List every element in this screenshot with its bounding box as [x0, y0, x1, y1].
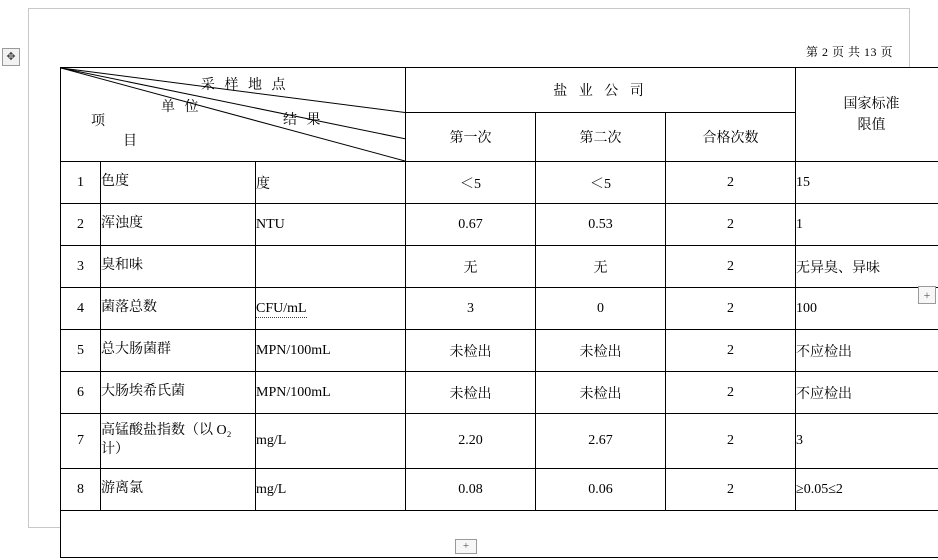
- table-row: [61, 414, 938, 469]
- table-move-handle[interactable]: ✥: [2, 48, 20, 66]
- row-pass-count: 2: [666, 372, 796, 414]
- row-standard: 15: [796, 162, 938, 204]
- table-row: [61, 162, 938, 204]
- row-unit-text: CFU/mL: [256, 300, 307, 316]
- row-pass-count: 2: [666, 246, 796, 288]
- row-run2: 未检出: [536, 372, 666, 414]
- row-standard: 无异臭、异味: [796, 246, 938, 288]
- row-unit: mg/L: [256, 414, 406, 469]
- add-page-button[interactable]: +: [455, 539, 477, 554]
- header-national-standard-line1: 国家标准: [843, 96, 900, 112]
- row-pass-count: 2: [666, 330, 796, 372]
- row-run1: 0.08: [406, 469, 536, 511]
- table-row: [61, 330, 938, 372]
- header-run2-label: 第二次: [536, 113, 666, 162]
- row-run2: 0.53: [536, 204, 666, 246]
- row-no: 2: [61, 204, 101, 246]
- table-row-empty: [61, 511, 938, 558]
- row-item: 色度: [101, 162, 256, 204]
- row-no: 3: [61, 246, 101, 288]
- row-pass-count: 2: [666, 469, 796, 511]
- row-run2: 无: [536, 246, 666, 288]
- row-standard: 100: [796, 288, 938, 330]
- row-item: 总大肠菌群: [101, 330, 256, 372]
- table-row: [61, 288, 938, 330]
- row-no: 4: [61, 288, 101, 330]
- row-run1: 2.20: [406, 414, 536, 469]
- row-standard: 不应检出: [796, 372, 938, 414]
- row-run1: 未检出: [406, 330, 536, 372]
- row-unit: 度: [256, 162, 406, 204]
- row-unit: NTU: [256, 204, 406, 246]
- row-run1: 未检出: [406, 372, 536, 414]
- table-row: [61, 246, 938, 288]
- row-no: 1: [61, 162, 101, 204]
- row-standard: 不应检出: [796, 330, 938, 372]
- row-run2: 2.67: [536, 414, 666, 469]
- row-run1: 3: [406, 288, 536, 330]
- header-national-standard-label: [796, 68, 938, 162]
- header-unit-label: 单 位: [161, 100, 202, 115]
- header-result-label: 结 果: [283, 113, 324, 128]
- row-unit: [256, 246, 406, 288]
- row-run2: 0: [536, 288, 666, 330]
- row-unit: mg/L: [256, 469, 406, 511]
- header-item-label-2: 目: [123, 134, 139, 149]
- row-item: 高锰酸盐指数（以 O₂ 计）: [101, 414, 256, 469]
- row-pass-count: 2: [666, 204, 796, 246]
- row-item: 游离氯: [101, 469, 256, 511]
- water-quality-table: [60, 67, 938, 558]
- row-standard: ≥0.05≤2: [796, 469, 938, 511]
- row-item: 菌落总数: [101, 288, 256, 330]
- row-run1: 0.67: [406, 204, 536, 246]
- row-item: 大肠埃希氏菌: [101, 372, 256, 414]
- row-run2: ＜5: [536, 162, 666, 204]
- row-run2: 未检出: [536, 330, 666, 372]
- page-number-label: 第 2 页 共 13 页: [805, 45, 893, 59]
- row-item: 臭和味: [101, 246, 256, 288]
- add-column-button[interactable]: +: [918, 286, 936, 304]
- row-standard: 3: [796, 414, 938, 469]
- table-row: [61, 372, 938, 414]
- header-pass-count-label: 合格次数: [666, 113, 796, 162]
- header-national-standard-line2: 限值: [857, 117, 886, 133]
- row-unit: MPN/100mL: [256, 330, 406, 372]
- row-no: 7: [61, 414, 101, 469]
- row-pass-count: 2: [666, 288, 796, 330]
- row-no: 8: [61, 469, 101, 511]
- row-no: 5: [61, 330, 101, 372]
- header-item-label-1: 项: [91, 114, 107, 129]
- row-standard: 1: [796, 204, 938, 246]
- table-header-row-1: [61, 68, 938, 113]
- empty-cell: [61, 511, 938, 558]
- row-run2: 0.06: [536, 469, 666, 511]
- row-pass-count: 2: [666, 162, 796, 204]
- row-item: 浑浊度: [101, 204, 256, 246]
- table-row: [61, 204, 938, 246]
- header-corner-cell: [61, 68, 406, 162]
- row-pass-count: 2: [666, 414, 796, 469]
- header-run1-label: 第一次: [406, 113, 536, 162]
- row-no: 6: [61, 372, 101, 414]
- table-row: [61, 469, 938, 511]
- header-company-label: 盐 业 公 司: [406, 68, 796, 113]
- row-run1: ＜5: [406, 162, 536, 204]
- row-unit: MPN/100mL: [256, 372, 406, 414]
- row-unit: [256, 288, 406, 330]
- header-sampling-place-label: 采 样 地 点: [201, 78, 289, 93]
- document-page: [28, 8, 910, 528]
- row-run1: 无: [406, 246, 536, 288]
